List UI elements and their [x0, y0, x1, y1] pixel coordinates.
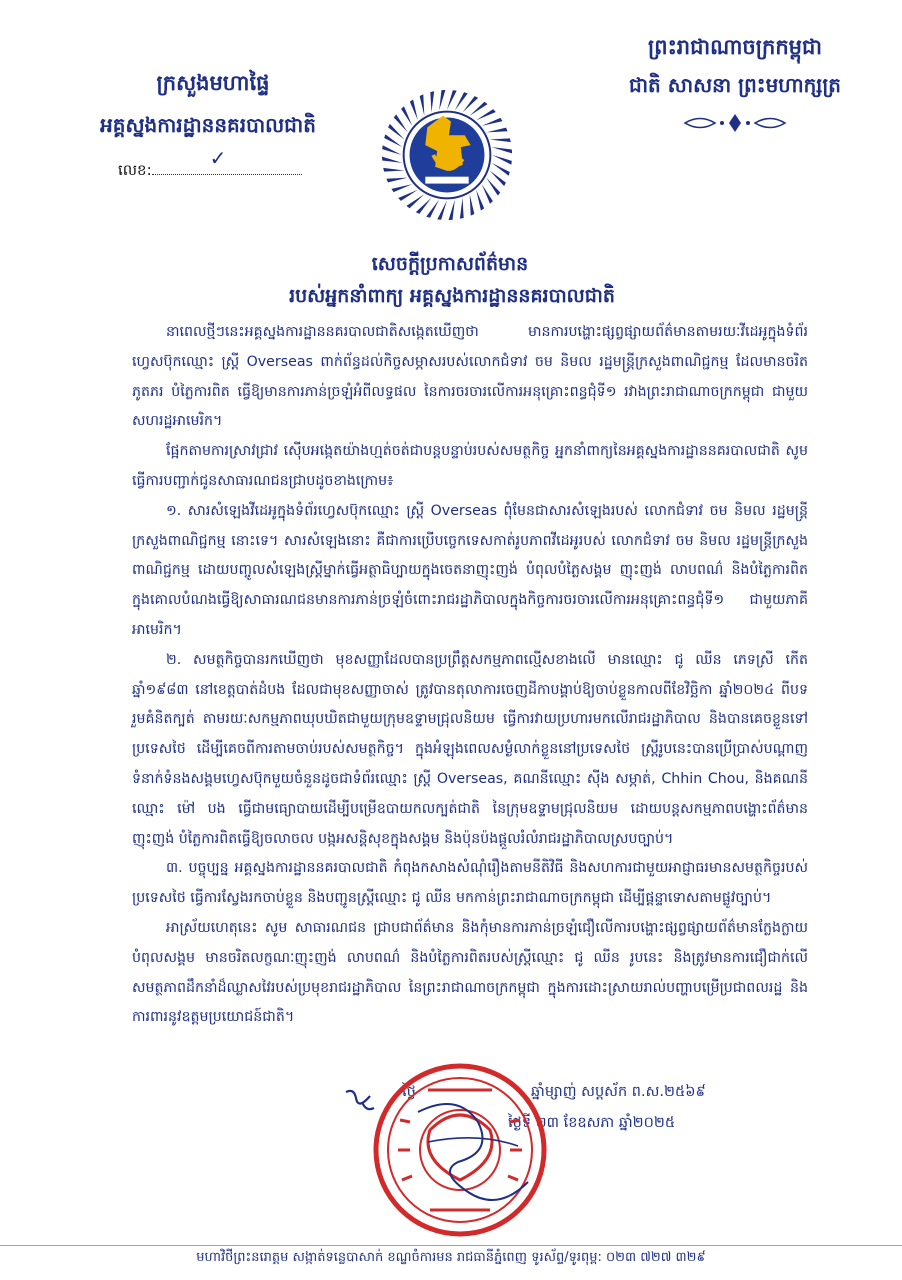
- document-body: [132, 318, 808, 1033]
- reference-number: [118, 146, 318, 183]
- document-subtitle: របស់អ្នកនាំពាក្យ អគ្គស្នងការដ្ឋាននគរបាលជាតិ: [289, 285, 615, 307]
- lunar-date: ថ្ងៃ ឆ្នាំម្សាញ់ សប្តស័ក ព.ស.២៥៦៩: [402, 1084, 706, 1100]
- paragraph-point-3: ៣. បច្ចុប្បន្ន អគ្គស្នងការដ្ឋាននគរបាលជាតិ កំពុងកសាងសំណុំរឿងតាមនីតិវិធី និងសហការជាមួយអាជ្ញាធរមានសមត្ថកិច្ចរបស់ប្រទេសថៃ ធ្វើការស្វែងរកចាប់ខ្លួន និងបញ្ជូនស្ត្រីឈ្មោះ ជូ ឈីន មកកាន់ព្រះរាជាណាចក្រកម្ពុជា ដើម្បីផ្ដន្ទាទោសតាមផ្លូវច្បាប់។: [132, 860, 808, 907]
- paragraph-intro: នាពេលថ្មីៗនេះអគ្គស្នងការដ្ឋាននគរបាលជាតិសង្កេតឃើញថា មានការបង្ហោះផ្សព្វផ្សាយព័ត៌មានតាមរយៈវីដេអូក្នុងទំព័រហ្វេសប៊ុកឈ្មោះ ស្ត្រី Overseas ពាក់ព័ន្ធដល់កិច្ចសម្ភាសរបស់លោកជំទាវ ចម និមល រដ្ឋមន្ត្រីក្រសួងពាណិជ្ជកម្ម ដែលមានចរិតភូតភរ បំភ្លៃការពិត ធ្វើឱ្យមានការភាន់ច្រឡំអំពីលទ្ធផល នៃការចរចារលើការអនុគ្រោះពន្ធជុំទី១ រវាងព្រះរាជាណាចក្រកម្ពុជា ជាមួយសហរដ្ឋអាមេរិក។: [132, 324, 808, 430]
- department-name: អគ្គស្នងការដ្ឋាននគរបាលជាតិ: [100, 113, 316, 137]
- police-emblem-icon: [378, 86, 516, 224]
- ministry-name: ក្រសួងមហាផ្ទៃ: [156, 71, 270, 95]
- document-title: សេចក្ដីប្រកាសព័ត៌មាន: [371, 253, 529, 275]
- signature-icon: [398, 1082, 548, 1232]
- paragraph-conclusion: អាស្រ័យហេតុនេះ សូម សាធារណជន ជ្រាបជាព័ត៌មាន និងកុំមានការភាន់ច្រឡំជឿលើការបង្ហោះផ្សព្វផ្សាយព័ត៌មានក្លែងក្លាយ បំពុលសង្គម មានចរិតលក្ខណៈញុះញង់ លាបពណ៌ និងបំភ្លៃការពិតរបស់ស្ត្រីឈ្មោះ ជូ ឈីន រូបនេះ និងត្រូវមានការជឿជាក់លើសមត្ថភាពដឹកនាំដ៏ឈ្លាសវៃរបស់ប្រមុខរាជរដ្ឋាភិបាល នៃព្រះរាជាណាចក្រកម្ពុជា ក្នុងការដោះស្រាយរាល់បញ្ហាបម្រើប្រជាពលរដ្ឋ និងការពារនូវឧត្តមប្រយោជន៍ជាតិ។: [132, 919, 808, 1026]
- footer-divider: [0, 1245, 902, 1246]
- footer-address: មហាវិថីព្រះនរោត្តម សង្កាត់ទន្លេបាសាក់ ខណ្ឌចំការមន រាជធានីភ្នំពេញ ទូរស័ព្ទ/ទូរពុម្ព: ០២៣ ៧២៧ ៣២៩: [196, 1250, 706, 1265]
- reference-dots: [152, 146, 302, 175]
- paragraph-investigation: ផ្អែកតាមការស្រាវជ្រាវ ស៊ើបអង្កេតយ៉ាងហ្មត់ចត់ជាបន្តបន្ទាប់របស់សមត្ថកិច្ច អ្នកនាំពាក្យនៃអគ្គស្នងការដ្ឋាននគរបាលជាតិ សូមធ្វើការបញ្ជាក់ជូនសាធារណជនជ្រាបដូចខាងក្រោម៖: [132, 443, 808, 489]
- checkmark-icon: ✓: [209, 146, 227, 170]
- national-motto: ជាតិ សាសនា ព្រះមហាក្សត្រ: [629, 73, 841, 97]
- solar-date: ថ្ងៃទី ២៣ ខែឧសភា ឆ្នាំ២០២៥: [402, 1115, 676, 1131]
- paragraph-point-2: ២. សមត្ថកិច្ចបានរកឃើញថា មុខសញ្ញាដែលបានប្រព្រឹត្តសកម្មភាពល្មើសខាងលើ មានឈ្មោះ ជូ ឈីន ភេទស្រី កើតឆ្នាំ១៩៨៣ នៅខេត្តបាត់ដំបង ដែលជាមុខសញ្ញាចាស់ ត្រូវបានតុលាការចេញដីកាបង្គាប់ឱ្យចាប់ខ្លួនកាលពីខែវិច្ឆិកា ឆ្នាំ២០២៤ ពីបទរួមគំនិតក្បត់ តាមរយៈសកម្មភាពឃុបឃិតជាមួយក្រុមឧទ្ទាមជ្រុលនិយម ធ្វើការវាយប្រហារមកលើរាជរដ្ឋាភិបាល និងបានគេចខ្លួនទៅប្រទេសថៃ ដើម្បីគេចពីការតាមចាប់របស់សមត្ថកិច្ច។ ក្នុងអំឡុងពេលសម្ងំលាក់ខ្លួននៅប្រទេសថៃ ស្ត្រីរូបនេះបានប្រើប្រាស់បណ្ដាញទំនាក់ទំនងសង្គមហ្វេសប៊ុកមួយចំនួនដូចជាទំព័រឈ្មោះ ស្ត្រី Overseas, គណនីឈ្មោះ ស៊ីង សម្ភាត់, Chhin Chou, និងគណនីឈ្មោះ ម៉ៅ បង ធ្វើជាមធ្យោបាយដើម្បីបម្រើឧបាយកលក្បត់ជាតិ នៃក្រុមឧទ្ទាមជ្រុលនិយម ដោយបន្តសកម្មភាពបង្ហោះព័ត៌មានញុះញង់ បំភ្លៃការពិតធ្វើឱ្យចលាចល បង្កអសន្តិសុខក្នុងសង្គម និងប៉ុនប៉ងផ្ដួលរំលំរាជរដ្ឋាភិបាលស្របច្បាប់។: [132, 651, 808, 847]
- kingdom-name: ព្រះរាជាណាចក្រកម្ពុជា: [647, 35, 822, 59]
- ornament-icon: [680, 112, 790, 134]
- paragraph-point-1: ១. សារសំឡេងវីដេអូក្នុងទំព័រហ្វេសប៊ុកឈ្មោះ ស្ត្រី Overseas ពុំមែនជាសារសំឡេងរបស់ លោកជំទាវ ចម និមល រដ្ឋមន្ត្រីក្រសួងពាណិជ្ជកម្ម នោះទេ។ សារសំឡេងនោះ គឺជាការប្រើបច្ចេកទេសកាត់រូបភាពវីដេអូរបស់ លោកជំទាវ ចម និមល រដ្ឋមន្ត្រីក្រសួងពាណិជ្ជកម្ម ដោយបញ្ចូលសំឡេងស្ត្រីម្នាក់ធ្វើអត្ថាធិប្បាយក្នុងចេតនាញុះញង់ បំពុលបំភ្លៃសង្គម ញុះញង់ លាបពណ៌ និងបំភ្លៃការពិត ក្នុងគោលបំណងធ្វើឱ្យសាធារណជនមានការភាន់ច្រឡំចំពោះរាជរដ្ឋាភិបាលក្នុងកិច្ចការចរចារលើការអនុគ្រោះពន្ធជុំទី១ ជាមួយភាគីអាមេរិក។: [132, 502, 808, 638]
- reference-label: លេខ:: [118, 161, 152, 179]
